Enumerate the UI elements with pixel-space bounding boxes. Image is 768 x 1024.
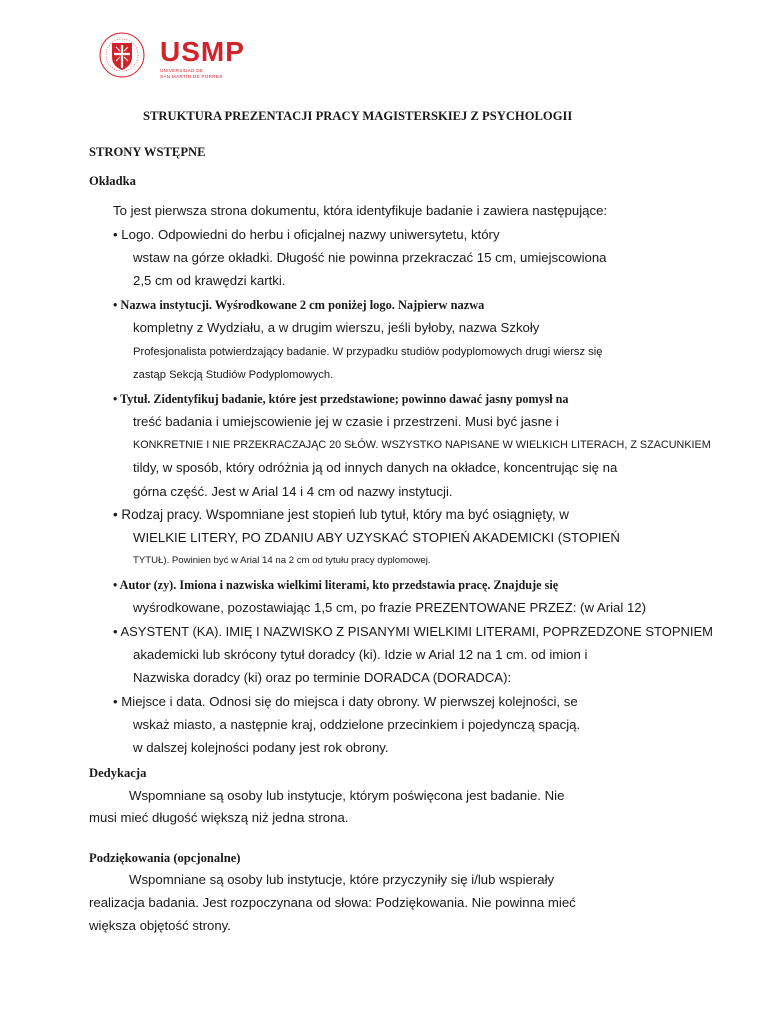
paragraph-line: Wspomniane są osoby lub instytucje, które przyczyniły się i/lub wspierały: [129, 872, 555, 887]
list-item: • Nazwa instytucji. Wyśrodkowane 2 cm poniżej logo. Najpierw nazwa: [113, 298, 485, 312]
paragraph-line: akademicki lub skrócony tytuł doradcy (ki). Idzie w Arial 12 na 1 cm. od imion i: [133, 647, 588, 662]
paragraph-line: większa objętość strony.: [89, 918, 231, 933]
section-heading: Okładka: [89, 174, 136, 188]
paragraph-line: KONKRETNIE I NIE PRZEKRACZAJĄC 20 SŁÓW. WSZYSTKO NAPISANE W WIELKICH LITERACH, Z SZACUNKIEM: [133, 439, 711, 451]
paragraph-line: To jest pierwsza strona dokumentu, która identyfikuje badanie i zawiera następujące:: [113, 203, 608, 218]
section-heading: Dedykacja: [89, 766, 147, 780]
list-item: • Autor (zy). Imiona i nazwiska wielkimi literami, kto przedstawia pracę. Znajduje się: [113, 578, 559, 592]
list-item: • Miejsce i data. Odnosi się do miejsca i daty obrony. W pierwszej kolejności, se: [113, 694, 578, 709]
paragraph-line: kompletny z Wydziału, a w drugim wierszu, jeśli byłoby, nazwa Szkoły: [133, 320, 540, 335]
paragraph-line: treść badania i umiejscowienie jej w czasie i przestrzeni. Musi być jasne i: [133, 414, 559, 429]
section-heading: STRONY WSTĘPNE: [89, 145, 206, 159]
section-heading: Podziękowania (opcjonalne): [89, 851, 241, 865]
paragraph-line: WIELKIE LITERY, PO ZDANIU ABY UZYSKAĆ STOPIEŃ AKADEMICKI (STOPIEŃ: [133, 530, 620, 545]
paragraph-line: wyśrodkowane, pozostawiając 1,5 cm, po frazie PREZENTOWANE PRZEZ: (w Arial 12): [133, 600, 647, 615]
paragraph-line: wstaw na górze okładki. Długość nie powinna przekraczać 15 cm, umiejscowiona: [133, 250, 607, 265]
list-item: • Logo. Odpowiedni do herbu i oficjalnej nazwy uniwersytetu, który: [113, 227, 500, 242]
list-item: • Tytuł. Zidentyfikuj badanie, które jest przedstawione; powinno dawać jasny pomysł na: [113, 392, 569, 406]
list-item: • Rodzaj pracy. Wspomniane jest stopień lub tytuł, który ma być osiągnięty, w: [113, 507, 569, 522]
paragraph-line: TYTUŁ). Powinien być w Arial 14 na 2 cm od tytułu pracy dyplomowej.: [133, 555, 431, 566]
university-seal-icon: [98, 31, 154, 79]
paragraph-line: realizacja badania. Jest rozpoczynana od słowa: Podziękowania. Nie powinna mieć: [89, 895, 576, 910]
paragraph-line: w dalszej kolejności podany jest rok obrony.: [133, 740, 389, 755]
paragraph-line: musi mieć długość większą niż jedna strona.: [89, 810, 349, 825]
paragraph-line: Nazwiska doradcy (ki) oraz po terminie DORADCA (DORADCA):: [133, 670, 512, 685]
paragraph-line: górna część. Jest w Arial 14 i 4 cm od nazwy instytucji.: [133, 484, 453, 499]
logo-subtitle: UNIVERSIDAD DE SAN MARTÍN DE PORRES: [160, 68, 223, 79]
paragraph-line: wskaż miasto, a następnie kraj, oddzielone przecinkiem i pojedynczą spacją.: [133, 717, 581, 732]
paragraph-line: Wspomniane są osoby lub instytucje, którym poświęcona jest badanie. Nie: [129, 788, 565, 803]
document-title: STRUKTURA PREZENTACJI PRACY MAGISTERSKIEJ Z PSYCHOLOGII: [143, 109, 573, 123]
list-item: • ASYSTENT (KA). IMIĘ I NAZWISKO Z PISANYMI WIELKIMI LITERAMI, POPRZEDZONE STOPNIEM: [113, 624, 713, 639]
paragraph-line: zastąp Sekcją Studiów Podyplomowych.: [133, 369, 334, 381]
paragraph-line: Profesjonalista potwierdzający badanie. W przypadku studiów podyplomowych drugi wiersz się: [133, 346, 603, 358]
paragraph-line: tildy, w sposób, który odróżnia ją od innych danych na okładce, koncentrując się na: [133, 460, 618, 475]
logo-wordmark: USMP: [160, 36, 245, 67]
paragraph-line: 2,5 cm od krawędzi kartki.: [133, 273, 286, 288]
